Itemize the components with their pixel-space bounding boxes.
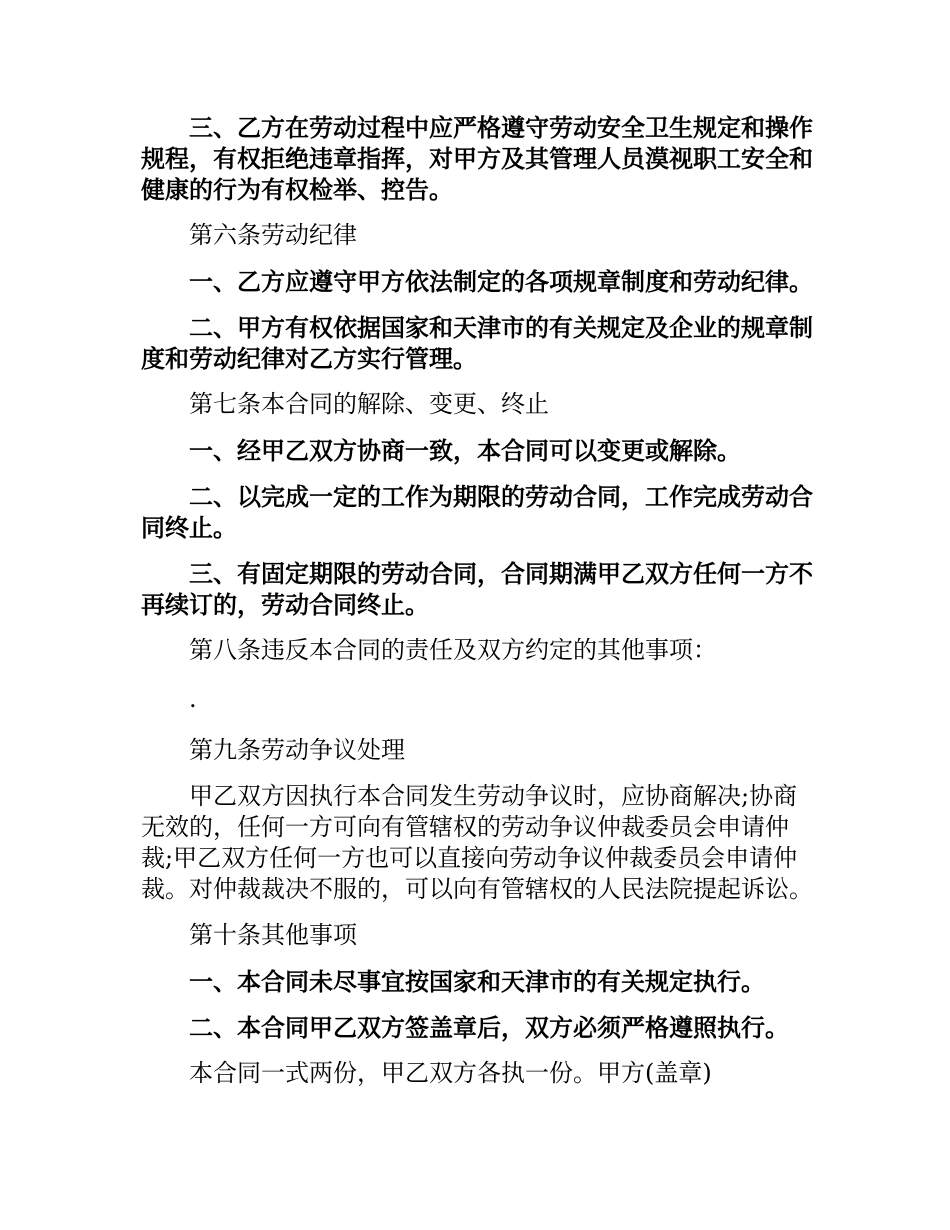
paragraph-copies-signature: 本合同一式两份，甲乙双方各执一份。甲方(盖章): [189, 1059, 712, 1087]
document-body: [141, 112, 816, 1104]
paragraph-termination-1: 一、经甲乙双方协商一致，本合同可以变更或解除。: [189, 436, 741, 465]
placeholder-dot: .: [189, 685, 197, 713]
paragraph-other-1: 一、本合同未尽事宜按国家和天津市的有关规定执行。: [189, 967, 765, 996]
paragraph-safety-rights: 三、乙方在劳动过程中应严格遵守劳动安全卫生规定和操作规程，有权拒绝违章指挥，对甲方及其管理人员漠视职工安全和健康的行为有权检举、控告。: [141, 113, 813, 204]
paragraph-termination-3: 三、有固定期限的劳动合同，合同期满甲乙双方任何一方不再续订的，劳动合同终止。: [141, 559, 813, 619]
paragraph-termination-2: 二、以完成一定的工作为期限的劳动合同，工作完成劳动合同终止。: [141, 482, 813, 542]
paragraph-discipline-2: 二、甲方有权依据国家和天津市的有关规定及企业的规章制度和劳动纪律对乙方实行管理。: [141, 313, 813, 373]
paragraph-discipline-1: 一、乙方应遵守甲方依法制定的各项规章制度和劳动纪律。: [189, 267, 813, 296]
article-9-heading: 第九条劳动争议处理: [189, 736, 405, 764]
article-7-heading: 第七条本合同的解除、变更、终止: [189, 390, 549, 418]
paragraph-other-2: 二、本合同甲乙双方签盖章后，双方必须严格遵照执行。: [189, 1013, 789, 1042]
article-8-heading: 第八条违反本合同的责任及双方约定的其他事项：: [189, 636, 717, 664]
paragraph-dispute-resolution: 甲乙双方因执行本合同发生劳动争议时，应协商解决;协商无效的，任何一方可向有管辖权的劳动争议仲裁委员会申请仲裁;甲乙双方任何一方也可以直接向劳动争议仲裁委员会申请仲裁。对仲裁裁决不服的，可以向有管辖权的人民法院提起诉讼。: [141, 782, 813, 903]
article-6-heading: 第六条劳动纪律: [189, 221, 357, 249]
article-10-heading: 第十条其他事项: [189, 921, 357, 949]
